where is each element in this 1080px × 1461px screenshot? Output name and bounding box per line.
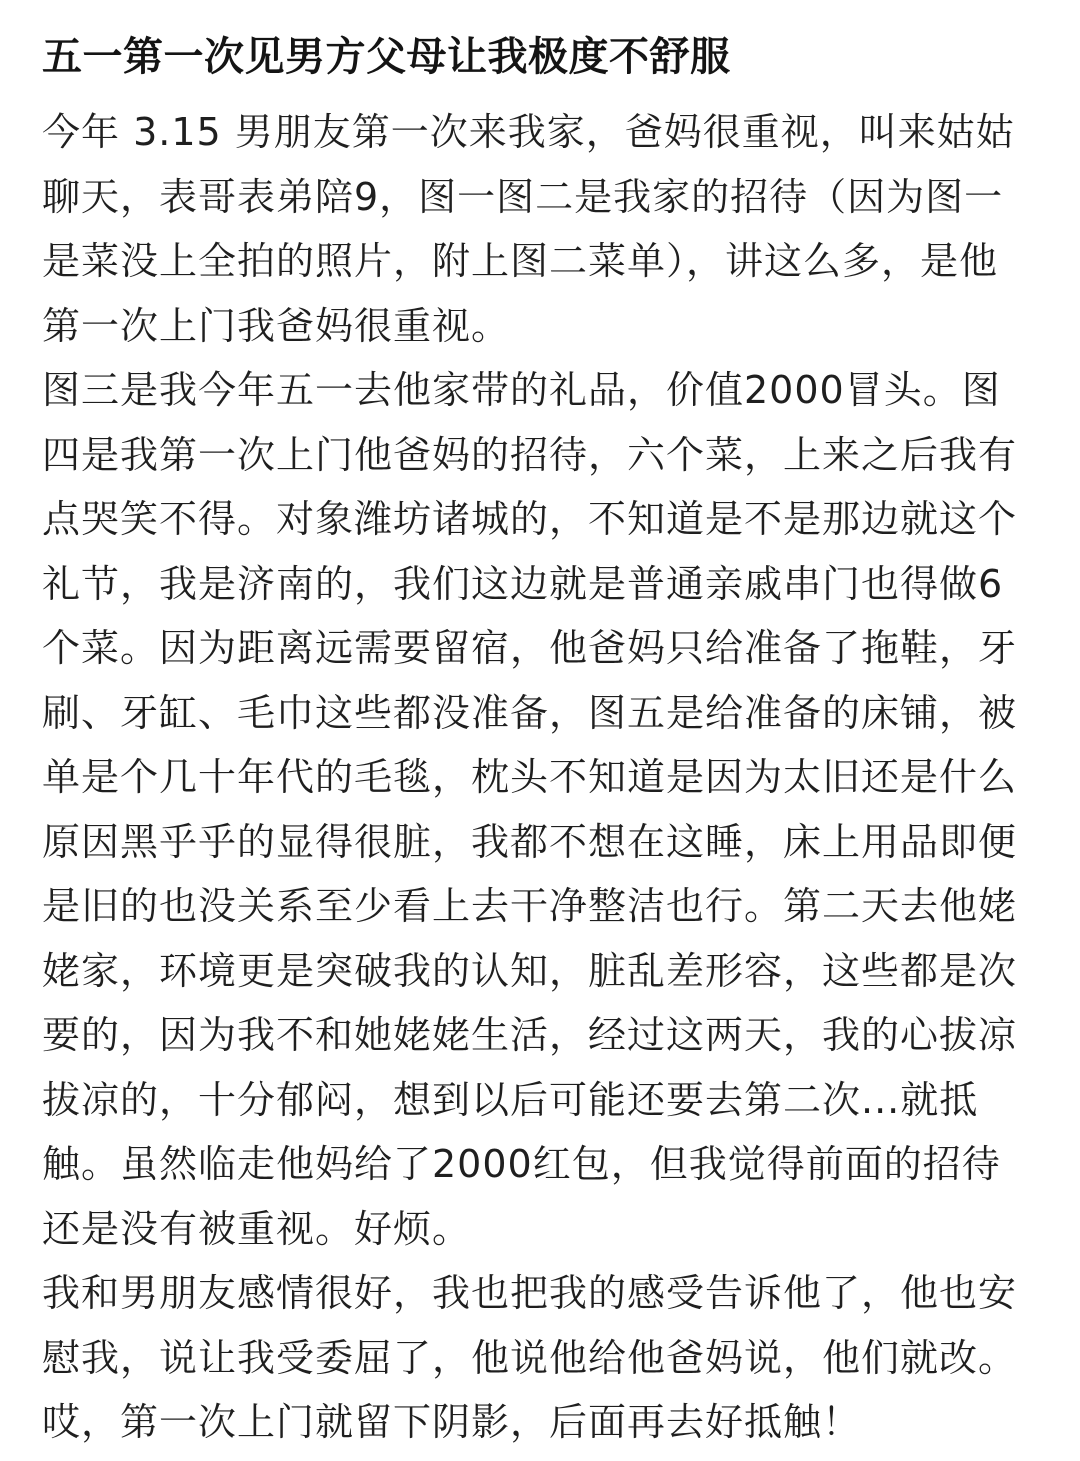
post-paragraph-1: 今年 3.15 男朋友第一次来我家，爸妈很重视，叫来姑姑 聊天，表哥表弟陪9，图一图二是我家的招待（因为图一 是菜没上全拍的照片，附上图二菜单），讲这么多，是他 第一次上门我爸妈很重视。 [42, 110, 1015, 348]
post-paragraph-3: 我和男朋友感情很好，我也把我的感受告诉他了，他也安 慰我，说让我受委屈了，他说他给他爸妈说，他们就改。 哎，第一次上门就留下阴影，后面再去好抵触！ [42, 1271, 1018, 1444]
post-title: 五一第一次见男方父母让我极度不舒服 [42, 34, 731, 80]
post [42, 22, 1052, 1455]
post-paragraph-2: 图三是我今年五一去他家带的礼品，价值2000冒头。图 四是我第一次上门他爸妈的招待，六个菜，上来之后我有 点哭笑不得。对象潍坊诸城的，不知道是不是那边就这个 礼节，我是济南的，我们这边就是普通亲戚串门也得做6 个菜。因为距离远需要留宿，他爸妈只给准备了拖鞋，牙 刷、牙缸、毛巾这些都没准备，图五是给准备的床铺，被 单是个几十年代的毛毯，枕头不知道是因为太旧还是什么 原因黑乎乎的显得很脏，我都不想在这睡，床上用品即便 是旧的也没关系至少看上去干净整洁也行。第二天去他姥 姥家，环境更是突破我的认知，脏乱差形容，这些都是次 要的，因为我不和她姥姥生活，经过这两天，我的心拔凉 拔凉的，十分郁闷，想到以后可能还要去第二次...就抵 触。虽然临走他妈给了2000红包，但我觉得前面的招待 还是没有被重视。好烦。 [42, 368, 1018, 1251]
post-body [42, 100, 1052, 1455]
